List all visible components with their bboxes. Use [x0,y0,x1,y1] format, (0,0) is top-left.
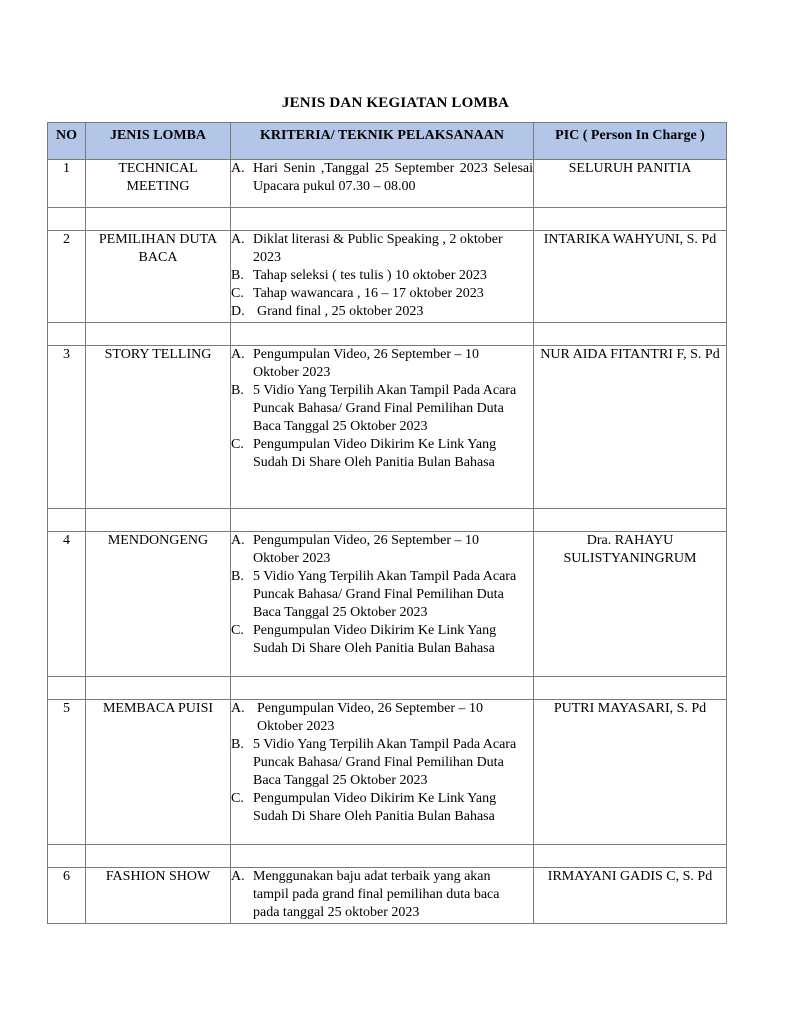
table-row [48,160,727,208]
criteria-item [231,285,533,303]
table-header-row [48,123,727,160]
criteria-text: 5 Vidio Yang Terpilih Akan Tampil Pada Acara Puncak Bahasa/ Grand Final Pemilihan Duta Baca Tanggal 25 Oktober 2023 [253,737,517,788]
row-no: 3 [48,346,86,509]
table-row [48,231,727,323]
row-jenis-lomba: TECHNICAL MEETING [86,160,231,208]
table-row [48,346,727,509]
criteria-item [231,160,533,196]
row-kriteria [231,868,534,924]
criteria-text: Pengumpulan Video Dikirim Ke Link Yang Sudah Di Share Oleh Panitia Bulan Bahasa [253,437,497,470]
criteria-item [231,346,533,382]
spacer-row [48,677,727,700]
criteria-marker: A. [231,869,245,884]
criteria-marker: A. [231,161,245,176]
criteria-text: Diklat literasi & Public Speaking , 2 oktober 2023 [253,232,503,265]
criteria-item [231,568,533,622]
row-jenis-lomba: PEMILIHAN DUTA BACA [86,231,231,323]
criteria-text: 5 Vidio Yang Terpilih Akan Tampil Pada Acara Puncak Bahasa/ Grand Final Pemilihan Duta Baca Tanggal 25 Oktober 2023 [253,383,517,434]
header-no: NO [48,123,86,160]
criteria-text: Pengumpulan Video, 26 September – 10 Oktober 2023 [257,701,483,734]
criteria-item [231,267,533,285]
criteria-item [231,736,533,790]
criteria-marker: C. [231,791,244,806]
criteria-item [231,790,533,826]
criteria-marker: C. [231,286,244,301]
row-jenis-lomba: STORY TELLING [86,346,231,509]
row-no: 1 [48,160,86,208]
row-no: 6 [48,868,86,924]
row-no: 5 [48,700,86,845]
criteria-item [231,868,533,922]
criteria-text: Tahap wawancara , 16 – 17 oktober 2023 [253,286,484,301]
criteria-text: Hari Senin ,Tanggal 25 September 2023 Selesai Upacara pukul 07.30 – 08.00 [253,161,533,194]
spacer-row [48,323,727,346]
row-kriteria [231,346,534,509]
criteria-item [231,532,533,568]
row-kriteria [231,160,534,208]
header-jenis-lomba: JENIS LOMBA [86,123,231,160]
spacer-row [48,509,727,532]
header-pic: PIC ( Person In Charge ) [534,123,727,160]
row-no: 2 [48,231,86,323]
criteria-text: Pengumpulan Video Dikirim Ke Link Yang Sudah Di Share Oleh Panitia Bulan Bahasa [253,791,497,824]
row-jenis-lomba: FASHION SHOW [86,868,231,924]
row-kriteria [231,532,534,677]
table-body [48,160,727,924]
criteria-marker: B. [231,569,244,584]
criteria-item [231,382,533,436]
criteria-item [231,303,533,321]
criteria-marker: C. [231,437,244,452]
table-row [48,532,727,677]
criteria-marker: A. [231,347,245,362]
spacer-row [48,208,727,231]
row-pic: IRMAYANI GADIS C, S. Pd [534,868,727,924]
row-no: 4 [48,532,86,677]
criteria-item [231,700,533,736]
criteria-marker: A. [231,701,245,716]
table-row [48,868,727,924]
row-kriteria [231,700,534,845]
criteria-text: Pengumpulan Video, 26 September – 10 Oktober 2023 [253,347,479,380]
criteria-text: Pengumpulan Video Dikirim Ke Link Yang Sudah Di Share Oleh Panitia Bulan Bahasa [253,623,497,656]
table-row [48,700,727,845]
criteria-text: Pengumpulan Video, 26 September – 10 Oktober 2023 [253,533,479,566]
criteria-text: Grand final , 25 oktober 2023 [257,304,424,319]
spacer-row [48,845,727,868]
criteria-marker: B. [231,383,244,398]
header-kriteria: KRITERIA/ TEKNIK PELAKSANAAN [231,123,534,160]
row-jenis-lomba: MEMBACA PUISI [86,700,231,845]
row-kriteria [231,231,534,323]
row-jenis-lomba: MENDONGENG [86,532,231,677]
criteria-marker: A. [231,232,245,247]
criteria-text: Tahap seleksi ( tes tulis ) 10 oktober 2023 [253,268,487,283]
criteria-marker: C. [231,623,244,638]
criteria-marker: D. [231,304,245,319]
criteria-item [231,436,533,472]
row-pic: PUTRI MAYASARI, S. Pd [534,700,727,845]
criteria-item [231,231,533,267]
criteria-item [231,622,533,658]
criteria-text: Menggunakan baju adat terbaik yang akan tampil pada grand final pemilihan duta baca pada tanggal 25 oktober 2023 [253,869,500,920]
criteria-text: 5 Vidio Yang Terpilih Akan Tampil Pada Acara Puncak Bahasa/ Grand Final Pemilihan Duta Baca Tanggal 25 Oktober 2023 [253,569,517,620]
row-pic: INTARIKA WAHYUNI, S. Pd [534,231,727,323]
competition-table [47,122,727,924]
row-pic: SELURUH PANITIA [534,160,727,208]
row-pic: Dra. RAHAYU SULISTYANINGRUM [534,532,727,677]
criteria-marker: B. [231,737,244,752]
criteria-marker: B. [231,268,244,283]
row-pic: NUR AIDA FITANTRI F, S. Pd [534,346,727,509]
criteria-marker: A. [231,533,245,548]
document-title: JENIS DAN KEGIATAN LOMBA [281,95,510,111]
